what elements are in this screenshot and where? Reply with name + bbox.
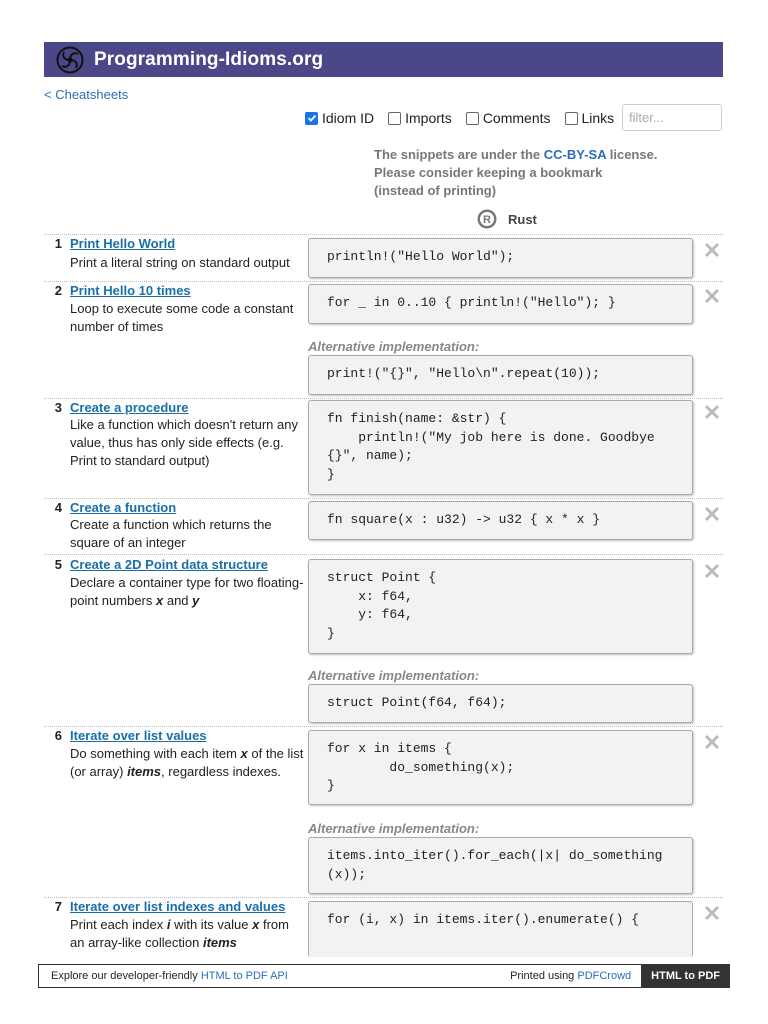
close-icon[interactable]: [703, 904, 721, 922]
html-to-pdf-api-link[interactable]: HTML to PDF API: [200, 970, 288, 982]
display-options: [305, 104, 628, 132]
desc-emphasis: i: [166, 917, 171, 932]
footer-text: Printed using: [510, 970, 578, 982]
option-imports[interactable]: [388, 110, 452, 126]
idiom-description: Print a literal string on standard output: [70, 255, 290, 270]
desc-emphasis: x: [240, 746, 248, 761]
row-separator: [44, 398, 723, 399]
checkbox-idiom-id[interactable]: [305, 112, 318, 125]
code-snippet-alternative[interactable]: print!("{}", "Hello\n".repeat(10));: [308, 355, 693, 395]
idiom-id: 3: [54, 400, 62, 415]
desc-text: Do something with each item: [70, 746, 241, 761]
checkbox-links[interactable]: [565, 112, 578, 125]
desc-text: from an array-like collection: [70, 917, 289, 950]
notice-line2: Please consider keeping a bookmark: [374, 165, 603, 180]
option-comments[interactable]: [466, 110, 551, 126]
pdf-footer: [38, 964, 730, 988]
code-snippet[interactable]: for (i, x) in items.iter().enumerate() {: [308, 901, 693, 957]
row-separator: [44, 498, 723, 499]
code-snippet[interactable]: println!("Hello World");: [308, 238, 693, 278]
option-label: Imports: [405, 110, 452, 126]
desc-emphasis: x: [156, 593, 164, 608]
idiom-title-link[interactable]: Create a 2D Point data structure: [70, 557, 268, 572]
desc-emphasis: y: [192, 593, 200, 608]
site-logo-icon[interactable]: [56, 46, 84, 74]
code-snippet[interactable]: fn finish(name: &str) { println!("My job here is done. Goodbye {}", name); }: [308, 400, 693, 495]
language-header: [476, 208, 537, 230]
license-notice: [374, 146, 657, 200]
idiom-description: [70, 745, 306, 781]
row-separator: [44, 726, 723, 727]
code-snippet-alternative[interactable]: items.into_iter().for_each(|x| do_something(x));: [308, 837, 693, 894]
desc-text: , regardless indexes.: [161, 764, 281, 779]
idiom-title-link[interactable]: Iterate over list indexes and values: [70, 899, 286, 914]
idiom-title-link[interactable]: Print Hello World: [70, 236, 176, 251]
checkbox-comments[interactable]: [466, 112, 479, 125]
svg-text:R: R: [483, 214, 491, 226]
close-icon[interactable]: [703, 287, 721, 305]
filter-input[interactable]: [622, 104, 722, 131]
code-snippet-alternative[interactable]: struct Point(f64, f64);: [308, 684, 693, 723]
notice-text: The snippets are under the: [374, 147, 544, 162]
pdfcrowd-link[interactable]: PDFCrowd: [577, 970, 632, 982]
idiom-description: [70, 916, 306, 952]
license-link[interactable]: CC-BY-SA: [543, 147, 607, 162]
code-snippet[interactable]: for _ in 0..10 { println!("Hello"); }: [308, 284, 693, 324]
desc-emphasis: items: [127, 764, 162, 779]
footer-left: [51, 970, 288, 982]
code-snippet[interactable]: fn square(x : u32) -> u32 { x * x }: [308, 501, 693, 540]
desc-text: Declare a container type for two floating-point numbers: [70, 575, 304, 608]
option-label: Comments: [482, 110, 551, 126]
site-header: [44, 42, 723, 77]
row-separator: [44, 897, 723, 898]
idiom-title-link[interactable]: Print Hello 10 times: [70, 283, 191, 298]
idiom-id: 4: [54, 500, 62, 515]
idiom-description: Like a function which doesn't return any value, thus has only side effects (e.g. Print to standard output): [70, 417, 298, 468]
close-icon[interactable]: [703, 733, 721, 751]
desc-text: of the list (or array): [70, 746, 304, 779]
row-separator: [44, 234, 723, 235]
alternative-label: Alternative implementation:: [308, 668, 480, 683]
code-snippet[interactable]: for x in items { do_something(x); }: [308, 730, 693, 805]
close-icon[interactable]: [703, 505, 721, 523]
close-icon[interactable]: [703, 562, 721, 580]
idiom-id: 2: [54, 283, 62, 298]
close-icon[interactable]: [703, 241, 721, 259]
idiom-title-link[interactable]: Iterate over list values: [70, 728, 207, 743]
desc-text: with its value: [170, 917, 253, 932]
desc-emphasis: x: [252, 917, 260, 932]
idiom-id: 1: [54, 236, 62, 251]
checkbox-imports[interactable]: [388, 112, 401, 125]
language-name: Rust: [508, 211, 537, 227]
rust-logo-icon: [476, 208, 498, 230]
idiom-id: 6: [54, 728, 62, 743]
desc-text: and: [163, 593, 193, 608]
footer-right: [510, 970, 631, 982]
close-icon[interactable]: [703, 403, 721, 421]
notice-text: license.: [606, 147, 658, 162]
cheatsheets-back-link[interactable]: < Cheatsheets: [44, 87, 129, 102]
code-snippet[interactable]: struct Point { x: f64, y: f64, }: [308, 559, 693, 654]
desc-text: Print each index: [70, 917, 167, 932]
option-label: Links: [581, 110, 615, 126]
option-links[interactable]: [565, 110, 615, 126]
idiom-title-link[interactable]: Create a procedure: [70, 400, 189, 415]
idiom-id: 5: [54, 557, 62, 572]
idiom-description: Create a function which returns the square of an integer: [70, 517, 272, 550]
site-title[interactable]: Programming-Idioms.org: [94, 48, 324, 70]
footer-text: Explore our developer-friendly: [51, 970, 201, 982]
option-label: Idiom ID: [322, 110, 375, 126]
idiom-description: Loop to execute some code a constant number of times: [70, 301, 294, 334]
row-separator: [44, 281, 723, 282]
option-idiom-id[interactable]: [305, 110, 374, 126]
idiom-description: [70, 574, 306, 610]
idiom-title-link[interactable]: Create a function: [70, 500, 177, 515]
check-icon: [307, 113, 317, 123]
idiom-id: 7: [54, 899, 62, 914]
notice-line3: (instead of printing): [374, 183, 497, 198]
desc-emphasis: items: [202, 935, 237, 950]
alternative-label: Alternative implementation:: [308, 821, 480, 836]
alternative-label: Alternative implementation:: [308, 339, 480, 354]
html-to-pdf-button[interactable]: HTML to PDF: [641, 964, 730, 988]
row-separator: [44, 554, 723, 555]
